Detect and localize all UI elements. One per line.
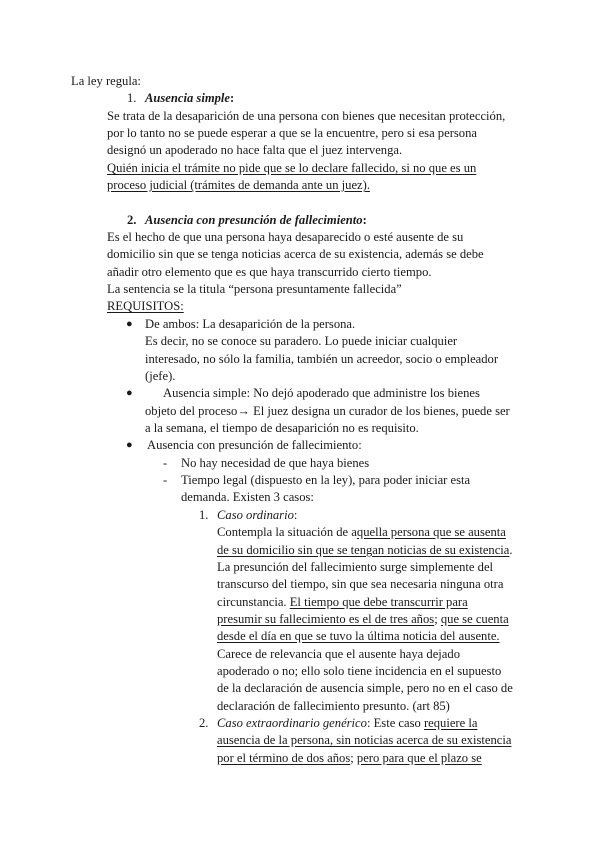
case-2-line: ausencia de la persona, sin noticias acerca de su existencia xyxy=(217,733,512,747)
case-1-line: declaración de fallecimiento presunto. (art 85) xyxy=(217,699,450,713)
section-1-underlined-line: proceso judicial (trámites de demanda ante un juez). xyxy=(107,178,370,192)
bullet-line: De ambos: La desaparición de la persona. xyxy=(145,317,356,331)
section-1-line: designó un apoderado no hace falta que el juez intervenga. xyxy=(107,143,403,157)
section-2-line: añadir otro elemento que es que haya transcurrido cierto tiempo. xyxy=(107,265,432,279)
case-1-line: transcurso del tiempo, sin que sea necesaria ninguna otra xyxy=(217,577,504,591)
section-2-line: La sentencia se la titula “persona presuntamente fallecida” xyxy=(107,282,402,296)
section-1-underlined-line: Quién inicia el trámite no pide que se lo declare fallecido, si no que es un xyxy=(107,161,477,175)
section-1-line: Se trata de la desaparición de una persona con bienes que necesitan protección, xyxy=(107,109,506,123)
dash-icon: - xyxy=(163,456,168,470)
section-2-heading: Ausencia con presunción de fallecimiento: xyxy=(145,213,367,227)
intro-text: La ley regula: xyxy=(71,74,141,88)
section-2-line: Es el hecho de que una persona haya desaparecido o esté ausente de su xyxy=(107,230,464,244)
dash-line: Tiempo legal (dispuesto en la ley), para poder iniciar esta xyxy=(181,473,471,487)
section-1-heading: Ausencia simple: xyxy=(145,91,235,105)
bullet-line: Es decir, no se conoce su paradero. Lo puede iniciar cualquier xyxy=(145,334,458,348)
case-1-line: presumir su fallecimiento es el de tres años; que se cuenta xyxy=(217,612,509,626)
bullet-line: Ausencia con presunción de fallecimiento: xyxy=(147,438,362,452)
section-1-number: 1. xyxy=(127,91,137,105)
case-1-line: Carece de relevancia que el ausente haya dejado xyxy=(217,647,460,661)
bullet-icon: ● xyxy=(126,387,133,399)
dash-line: No hay necesidad de que haya bienes xyxy=(181,456,370,470)
bullet-line: interesado, no sólo la familia, también un acreedor, socio o empleador xyxy=(145,352,499,366)
case-1-line: Contempla la situación de aquella persona que se ausenta xyxy=(217,525,506,539)
bullet-line: a la semana, el tiempo de desaparición no es requisito. xyxy=(145,421,419,435)
bullet-line: objeto del proceso→ El juez designa un curador de los bienes, puede ser xyxy=(145,404,510,418)
section-2-line: domicilio sin que se tenga noticias acerca de su existencia, además se debe xyxy=(107,247,484,261)
case-1-line: circunstancia. El tiempo que debe transcurrir para xyxy=(217,595,468,609)
section-2-number: 2. xyxy=(127,213,137,227)
case-2-number: 2. xyxy=(199,716,209,730)
case-2-line: por el término de dos años; pero para que el plazo se xyxy=(217,751,482,765)
case-2-line: Caso extraordinario genérico: Este caso requiere la xyxy=(217,716,478,730)
case-1-line: desde el día en que se tuvo la última noticia del ausente. xyxy=(217,629,500,643)
case-1-line: de la declaración de ausencia simple, pero no en el caso de xyxy=(217,681,513,695)
bullet-line: (jefe). xyxy=(145,369,176,383)
dash-icon: - xyxy=(163,473,168,487)
bullet-icon: ● xyxy=(126,318,133,330)
case-1-title: Caso ordinario: xyxy=(217,508,298,522)
case-1-line: La presunción del fallecimiento surge simplemente del xyxy=(217,560,494,574)
dash-line: demanda. Existen 3 casos: xyxy=(181,490,314,504)
section-1-line: por lo tanto no se puede esperar a que se la encuentre, pero si esa persona xyxy=(107,126,477,140)
case-1-line: apoderado o no; ello solo tiene incidencia en el supuesto xyxy=(217,664,502,678)
bullet-line: Ausencia simple: No dejó apoderado que administre los bienes xyxy=(163,386,480,400)
requisitos-heading: REQUISITOS: xyxy=(107,299,184,313)
case-1-number: 1. xyxy=(199,508,209,522)
case-1-line: de su domicilio sin que se tengan noticias de su existencia. xyxy=(217,543,513,557)
bullet-icon: ● xyxy=(126,439,133,451)
